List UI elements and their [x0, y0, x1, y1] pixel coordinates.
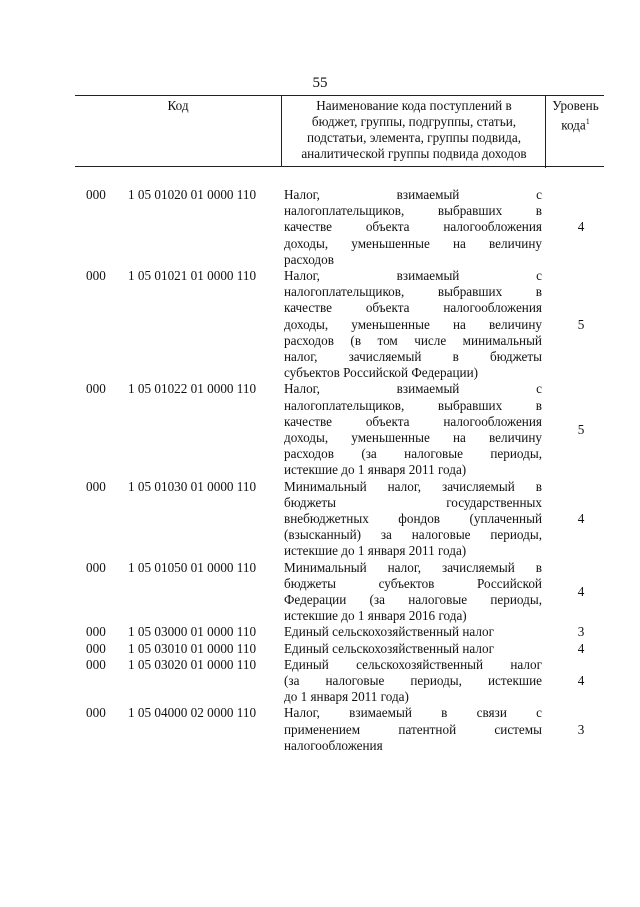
income-name-line: Федерации (за налоговые периоды,	[284, 591, 542, 607]
code-level: 4	[577, 640, 585, 656]
income-code: 1 05 01020 01 0000 110	[128, 187, 257, 202]
income-name-line: Минимальный налог, зачисляемый в	[284, 478, 542, 494]
income-name-line: доходы, уменьшенные на величину	[284, 316, 542, 332]
income-name-line: бюджеты субъектов Российской	[284, 575, 542, 591]
income-name-line: расходов (в том числе минимальный	[284, 332, 542, 348]
income-name-line: бюджеты государственных	[284, 494, 542, 510]
income-name-line: Налог, взимаемый с	[284, 187, 542, 202]
income-name-line: истекшие до 1 января 2011 года)	[284, 462, 467, 478]
admin-code: 000	[86, 381, 106, 397]
income-code: 1 05 04000 02 0000 110	[128, 705, 257, 721]
header-name-line: бюджет, группы, подгруппы, статьи,	[311, 114, 517, 129]
header-name-line: Наименование кода поступлений в	[316, 98, 512, 113]
income-name-line: применением патентной системы	[284, 721, 542, 737]
income-name-line: налогообложения	[284, 737, 383, 753]
admin-code: 000	[86, 624, 106, 640]
income-name	[284, 560, 542, 625]
header-level-word: кода	[561, 117, 586, 133]
income-name-line: Налог, взимаемый с	[284, 268, 542, 283]
page-number: 55	[312, 75, 328, 91]
income-code: 1 05 03000 01 0000 110	[128, 624, 257, 640]
income-name-line: Единый сельскохозяйственный налог	[284, 640, 494, 656]
income-name	[284, 187, 542, 268]
income-name	[284, 268, 542, 381]
income-name-line: Налог, взимаемый в связи с	[284, 705, 542, 721]
code-level: 3	[577, 624, 585, 640]
code-level: 4	[577, 510, 585, 526]
income-code: 1 05 01050 01 0000 110	[128, 559, 257, 575]
admin-code: 000	[86, 559, 106, 575]
admin-code: 000	[86, 478, 106, 494]
income-name-line: качестве объекта налогообложения	[284, 219, 542, 235]
code-level: 5	[577, 421, 585, 437]
table-header	[75, 95, 604, 167]
header-name-line: подстатьи, элемента, группы подвида,	[307, 130, 521, 145]
income-name-line: качестве объекта налогообложения	[284, 300, 542, 316]
income-name	[284, 641, 542, 657]
income-code: 1 05 03020 01 0000 110	[128, 656, 257, 672]
income-name-line: Минимальный налог, зачисляемый в	[284, 559, 542, 575]
income-name	[284, 381, 542, 478]
footnote-marker: 1	[585, 117, 590, 126]
code-level: 5	[577, 316, 585, 332]
income-name-line: налог, зачисляемый в бюджеты	[284, 348, 542, 364]
admin-code: 000	[86, 705, 106, 721]
income-name-line: истекшие до 1 января 2016 года)	[284, 608, 467, 624]
income-code: 1 05 01021 01 0000 110	[128, 268, 257, 283]
code-level: 4	[577, 583, 585, 599]
income-name-line: (за налоговые периоды, истекшие	[284, 672, 542, 688]
income-name	[284, 479, 542, 560]
income-code: 1 05 01030 01 0000 110	[128, 478, 257, 494]
income-name	[284, 624, 542, 640]
income-name-line: налогоплательщиков, выбравших в	[284, 284, 542, 300]
admin-code: 000	[86, 187, 106, 202]
income-name-line: Налог, взимаемый с	[284, 381, 542, 397]
code-level: 4	[577, 672, 585, 688]
header-level-line1: Уровень	[552, 98, 599, 113]
admin-code: 000	[86, 640, 106, 656]
income-name-line: расходов (за налоговые периоды,	[284, 446, 542, 462]
income-name-line: субъектов Российской Федерации)	[284, 365, 479, 381]
header-code: Код	[167, 98, 189, 113]
code-level: 3	[577, 721, 585, 737]
admin-code: 000	[86, 268, 106, 283]
income-name-line: налогоплательщиков, выбравших в	[284, 203, 542, 219]
income-name-line: истекшие до 1 января 2011 года)	[284, 543, 467, 559]
header-level	[545, 96, 605, 168]
income-name-line: налогоплательщиков, выбравших в	[284, 397, 542, 413]
income-name	[284, 705, 542, 754]
income-name	[284, 657, 542, 706]
income-name-line: внебюджетных фондов (уплаченный	[284, 510, 542, 526]
income-name-line: Единый сельскохозяйственный налог	[284, 656, 542, 672]
income-name-line: Единый сельскохозяйственный налог	[284, 624, 494, 640]
income-name-line: доходы, уменьшенные на величину	[284, 429, 542, 445]
income-code: 1 05 03010 01 0000 110	[128, 640, 257, 656]
code-level: 4	[577, 219, 585, 235]
admin-code: 000	[86, 656, 106, 672]
header-level-line2	[546, 114, 605, 133]
income-name-line: качестве объекта налогообложения	[284, 413, 542, 429]
income-name-line: расходов	[284, 251, 334, 267]
income-name-line: (взысканный) за налоговые периоды,	[284, 527, 542, 543]
income-code: 1 05 01022 01 0000 110	[128, 381, 257, 397]
income-name-line: до 1 января 2011 года)	[284, 689, 409, 705]
income-name-line: доходы, уменьшенные на величину	[284, 235, 542, 251]
header-name-line: аналитической группы подвида доходов	[301, 146, 527, 161]
